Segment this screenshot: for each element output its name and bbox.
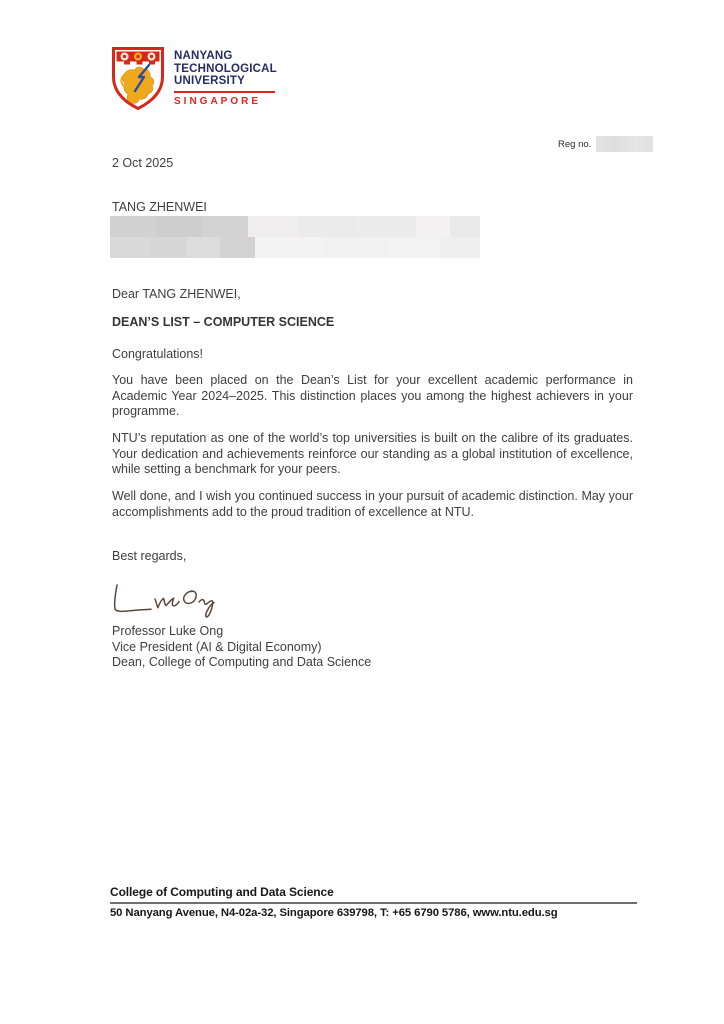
- wordmark-line: TECHNOLOGICAL: [174, 62, 277, 75]
- signer-block: [112, 624, 371, 671]
- reg-no-redacted-value: [596, 136, 653, 152]
- footer-divider: [110, 902, 637, 904]
- redacted-address-line: [110, 216, 480, 237]
- recipient-name: TANG ZHENWEI: [112, 200, 207, 214]
- subject-line: DEAN’S LIST – COMPUTER SCIENCE: [112, 315, 335, 329]
- body-paragraph: Well done, and I wish you continued success in your pursuit of academic distinction. May your accomplishments add to the proud tradition of excellence at NTU.: [112, 489, 633, 519]
- signer-title: Vice President (AI & Digital Economy): [112, 639, 322, 654]
- wordmark-line: NANYANG: [174, 50, 233, 62]
- body-paragraph: NTU’s reputation as one of the world’s top universities is built on the calibre of its graduates. Your dedication and achievements reinforce our standing as a global institution of excellence, while setting a benchmark for your peers.: [112, 431, 633, 477]
- closing-line: Best regards,: [112, 549, 187, 563]
- signer-title: Dean, College of Computing and Data Science: [112, 655, 372, 670]
- wordmark-country: SINGAPORE: [174, 95, 262, 107]
- salutation: Dear TANG ZHENWEI,: [112, 287, 241, 301]
- signer-name: Professor Luke Ong: [112, 624, 224, 638]
- letterhead-footer: [110, 885, 637, 919]
- ntu-logo: [111, 46, 277, 110]
- recipient-address-redacted: [110, 216, 480, 258]
- ntu-wordmark: [174, 46, 277, 107]
- wordmark-line: UNIVERSITY: [174, 75, 246, 87]
- redacted-address-line: [110, 237, 480, 258]
- wordmark-red-divider: [174, 91, 275, 93]
- footer-contact-line: 50 Nanyang Avenue, N4-02a-32, Singapore 639798, T: +65 6790 5786, www.ntu.edu.sg: [110, 907, 558, 919]
- ntu-crest-icon: [111, 46, 165, 110]
- reg-no-row: [558, 136, 653, 152]
- letter-date: 2 Oct 2025: [112, 156, 174, 170]
- opening-line: Congratulations!: [112, 347, 204, 361]
- footer-college-name: College of Computing and Data Science: [110, 885, 334, 899]
- reg-no-label: Reg no.: [558, 138, 592, 150]
- body-paragraph: You have been placed on the Dean’s List for your excellent academic performance in Academic Year 2024–2025. This distinction places you among the highest achievers in your programme.: [112, 373, 633, 419]
- handwritten-signature-icon: [108, 580, 230, 624]
